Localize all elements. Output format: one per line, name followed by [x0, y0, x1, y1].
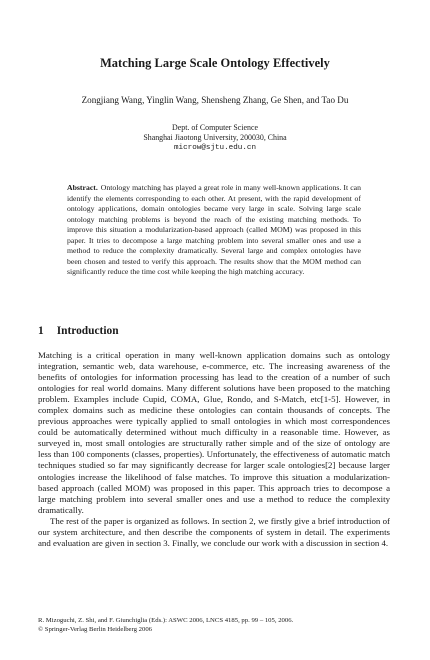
- abstract-block: [67, 183, 361, 278]
- affiliation-university: Shanghai Jiaotong University, 200030, China: [143, 133, 287, 142]
- publication-footnote: [38, 616, 293, 635]
- body-paragraph: The rest of the paper is organized as follows. In section 2, we firstly give a brief introduction of our system architecture, and then describe the components of system in detail. The experiments and evaluation are given in section 3. Finally, we conclude our work with a discussion in section 4.: [38, 515, 390, 548]
- body-paragraph: Matching is a critical operation in many well-known application domains such as ontology integration, semantic web, data warehouse, e-commerce, etc. The increasing awareness of the benefits of ontologies for information processing has lead to the creation of a number of such ontologies for real world domains. Many different solutions have been proposed to the matching problem. Examples include Cupid, COMA, Glue, Rondo, and S-Match, etc[1-5]. However, in complex domains such as medicine these ontologies can contain thousands of concepts. The previous approaches were typically applied to small ontologies in which most correspondences could be automatically determined without much difficulty in a reasonable time. However, as surveyed in, most small ontologies are structurally rather simple and of the size of ontology are less than 100 components (classes, properties). Unfortunately, the effectiveness of automatic match techniques studied so far may significantly decrease for larger scale ontologies[2] because larger ontologies increase the likelihood of false matches. To improve this situation a modularization-based approach (called MOM) was proposed in this paper. This approach tries to decompose a large matching problem into several smaller ones and use a method to reduce the complexity dramatically.: [38, 350, 390, 515]
- section-number: 1: [38, 325, 44, 337]
- footnote-citation: R. Mizoguchi, Z. Shi, and F. Giunchiglia (Eds.): ASWC 2006, LNCS 4185, pp. 99 – 105, 2006.: [38, 617, 294, 624]
- paper-title: Matching Large Scale Ontology Effectively: [100, 56, 330, 70]
- abstract-label: Abstract.: [67, 183, 98, 192]
- section-body: [38, 350, 390, 549]
- abstract-text: Ontology matching has played a great role in many well-known applications. It can identify the elements corresponding to each other. At present, with the rapid development of ontology applications, domain ontologies became very large in scale. Solving large scale ontology matching problems is beyond the reach of the existing matching methods. To improve this situation a modularization-based approach (called MOM) was proposed in this paper. It tries to decompose a large matching problem into several smaller ones and use a method to reduce the complexity dramatically. Several large and complex ontologies have been chosen and tested to verify this approach. The results show that the MOM method can significantly reduce the time cost while keeping the high matching accuracy.: [67, 183, 361, 276]
- affiliation-department: Dept. of Computer Science: [172, 123, 258, 132]
- affiliation-block: [0, 123, 430, 153]
- section-heading: [38, 325, 119, 337]
- section-title: Introduction: [56, 325, 119, 337]
- author-email: microw@sjtu.edu.cn: [173, 144, 257, 152]
- author-list: Zongjiang Wang, Yinglin Wang, Shensheng Zhang, Ge Shen, and Tao Du: [81, 95, 349, 105]
- footnote-copyright: © Springer-Verlag Berlin Heidelberg 2006: [38, 626, 153, 634]
